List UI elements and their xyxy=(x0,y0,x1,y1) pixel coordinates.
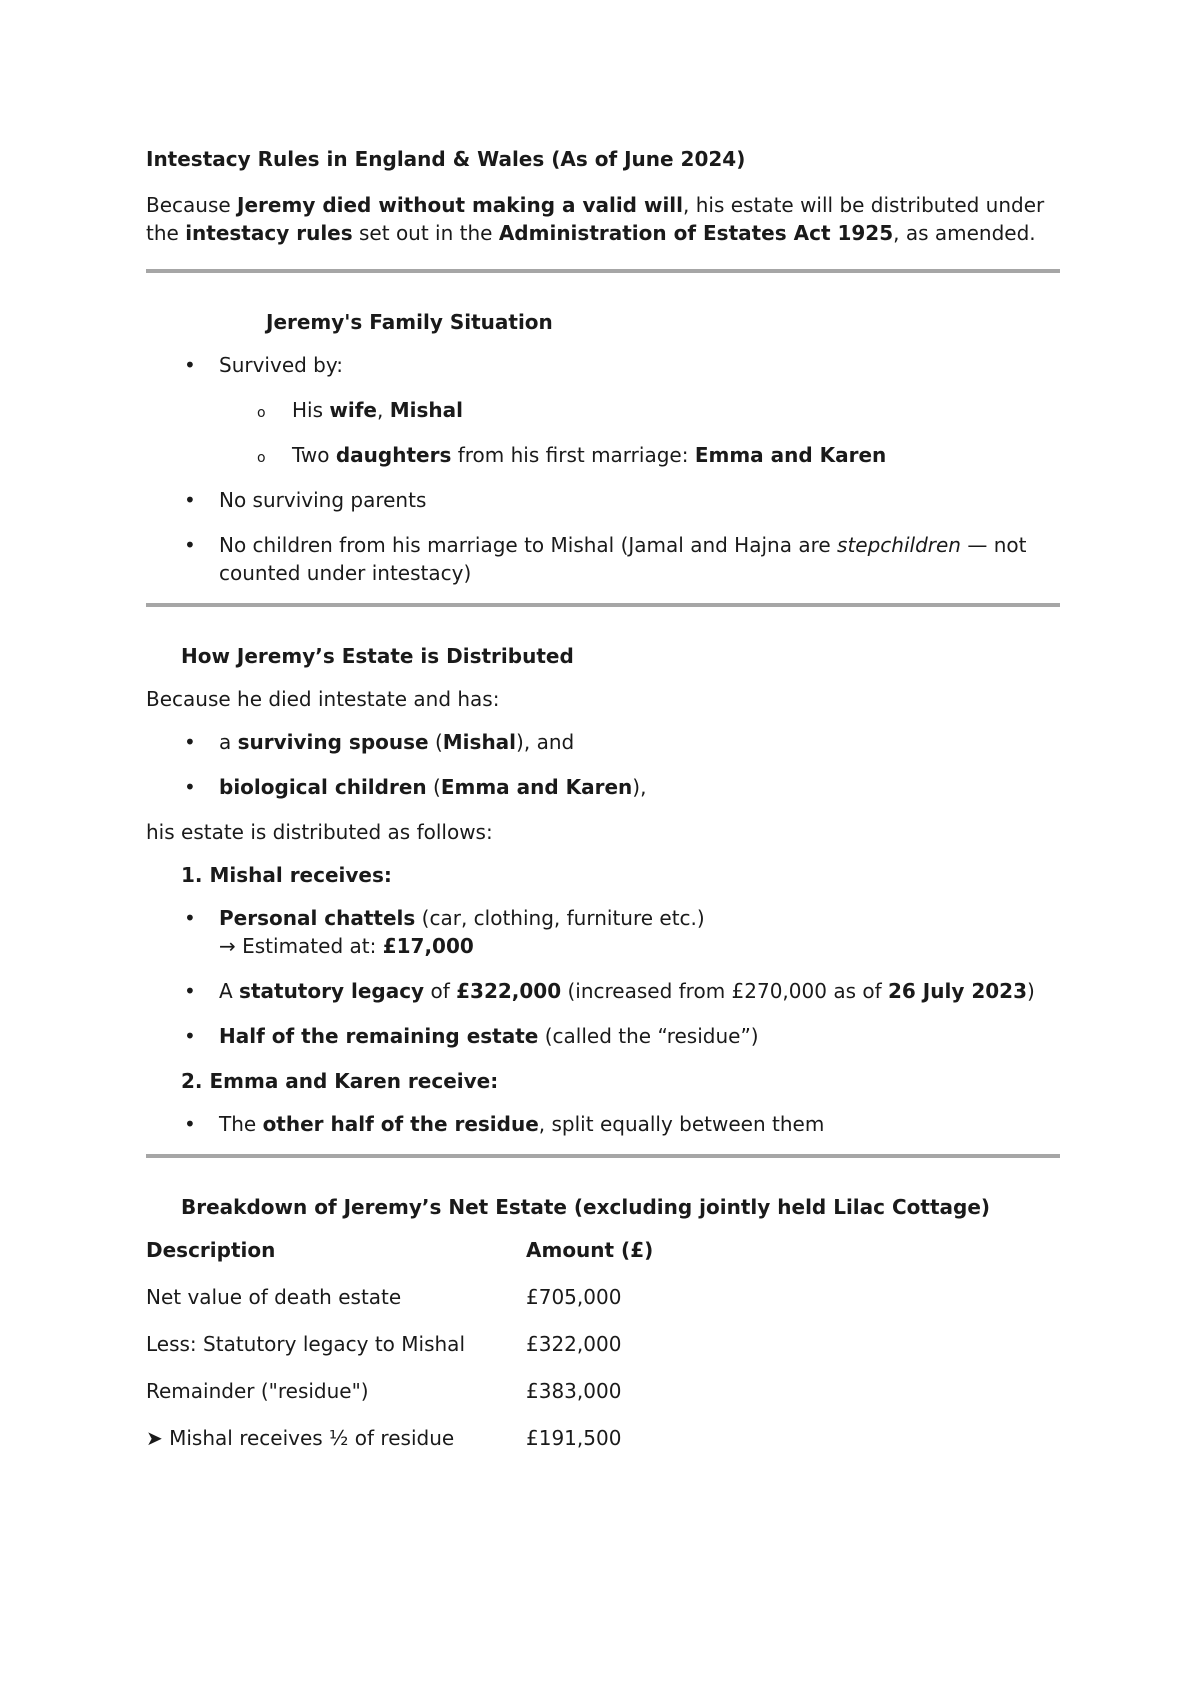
mishal-list xyxy=(146,904,1060,1050)
survivors-sublist xyxy=(219,396,1060,469)
distribution-heading: How Jeremy’s Estate is Distributed xyxy=(181,644,574,668)
list-item: • The other half of the residue, split equally between them xyxy=(146,1110,1060,1138)
list-item: • a surviving spouse (Mishal), and xyxy=(146,728,1060,756)
sublist-item-wife: o His wife, Mishal xyxy=(219,396,1060,424)
numbered-heading: 1. Mishal receives: xyxy=(181,863,392,887)
family-list xyxy=(146,351,1060,587)
paragraph: Because he died intestate and has: xyxy=(146,687,500,711)
document-content xyxy=(146,145,1060,1471)
column-header: Amount (£) xyxy=(526,1238,654,1262)
numbered-heading: 2. Emma and Karen receive: xyxy=(181,1069,499,1093)
horizontal-rule xyxy=(146,269,1060,273)
table-cell: £705,000 xyxy=(526,1285,622,1309)
list-item: • biological children (Emma and Karen), xyxy=(146,773,1060,801)
list-item: • Survived by: o His wife, Mishal o Two daughters from his first marriage: Emma and Karen xyxy=(146,351,1060,469)
list-item: • A statutory legacy of £322,000 (increased from £270,000 as of 26 July 2023) xyxy=(146,977,1060,1005)
list-item: • Personal chattels (car, clothing, furniture etc.) → Estimated at: £17,000 xyxy=(146,904,1060,960)
table-cell: Less: Statutory legacy to Mishal xyxy=(146,1332,465,1356)
list-item: • No children from his marriage to Mishal (Jamal and Hajna are stepchildren — not counted under intestacy) xyxy=(146,531,1060,587)
table-cell: £191,500 xyxy=(526,1426,622,1450)
table-header-row xyxy=(146,1236,653,1283)
sublist-item-daughters: o Two daughters from his first marriage: Emma and Karen xyxy=(219,441,1060,469)
table-cell: ➤ Mishal receives ½ of residue xyxy=(146,1426,455,1450)
table-cell: Net value of death estate xyxy=(146,1285,402,1309)
table-row xyxy=(146,1377,653,1424)
conditions-list xyxy=(146,728,1060,801)
breakdown-table xyxy=(146,1236,653,1471)
daughters-list xyxy=(146,1110,1060,1138)
document-title: Intestacy Rules in England & Wales (As of June 2024) xyxy=(146,147,746,171)
horizontal-rule xyxy=(146,603,1060,607)
horizontal-rule xyxy=(146,1154,1060,1158)
breakdown-heading: Breakdown of Jeremy’s Net Estate (excluding jointly held Lilac Cottage) xyxy=(181,1195,991,1219)
intro-paragraph: Because Jeremy died without making a valid will, his estate will be distributed under the intestacy rules set out in the Administration of Estates Act 1925, as amended. xyxy=(146,193,1045,245)
paragraph: his estate is distributed as follows: xyxy=(146,820,493,844)
list-item: • Half of the remaining estate (called the “residue”) xyxy=(146,1022,1060,1050)
table-cell: £322,000 xyxy=(526,1332,622,1356)
table-row xyxy=(146,1424,653,1471)
list-item: • No surviving parents xyxy=(146,486,1060,514)
table-row xyxy=(146,1330,653,1377)
table-row xyxy=(146,1283,653,1330)
table-cell: £383,000 xyxy=(526,1379,622,1403)
column-header: Description xyxy=(146,1238,276,1262)
family-heading: Jeremy's Family Situation xyxy=(266,310,553,334)
table-cell: Remainder ("residue") xyxy=(146,1379,369,1403)
